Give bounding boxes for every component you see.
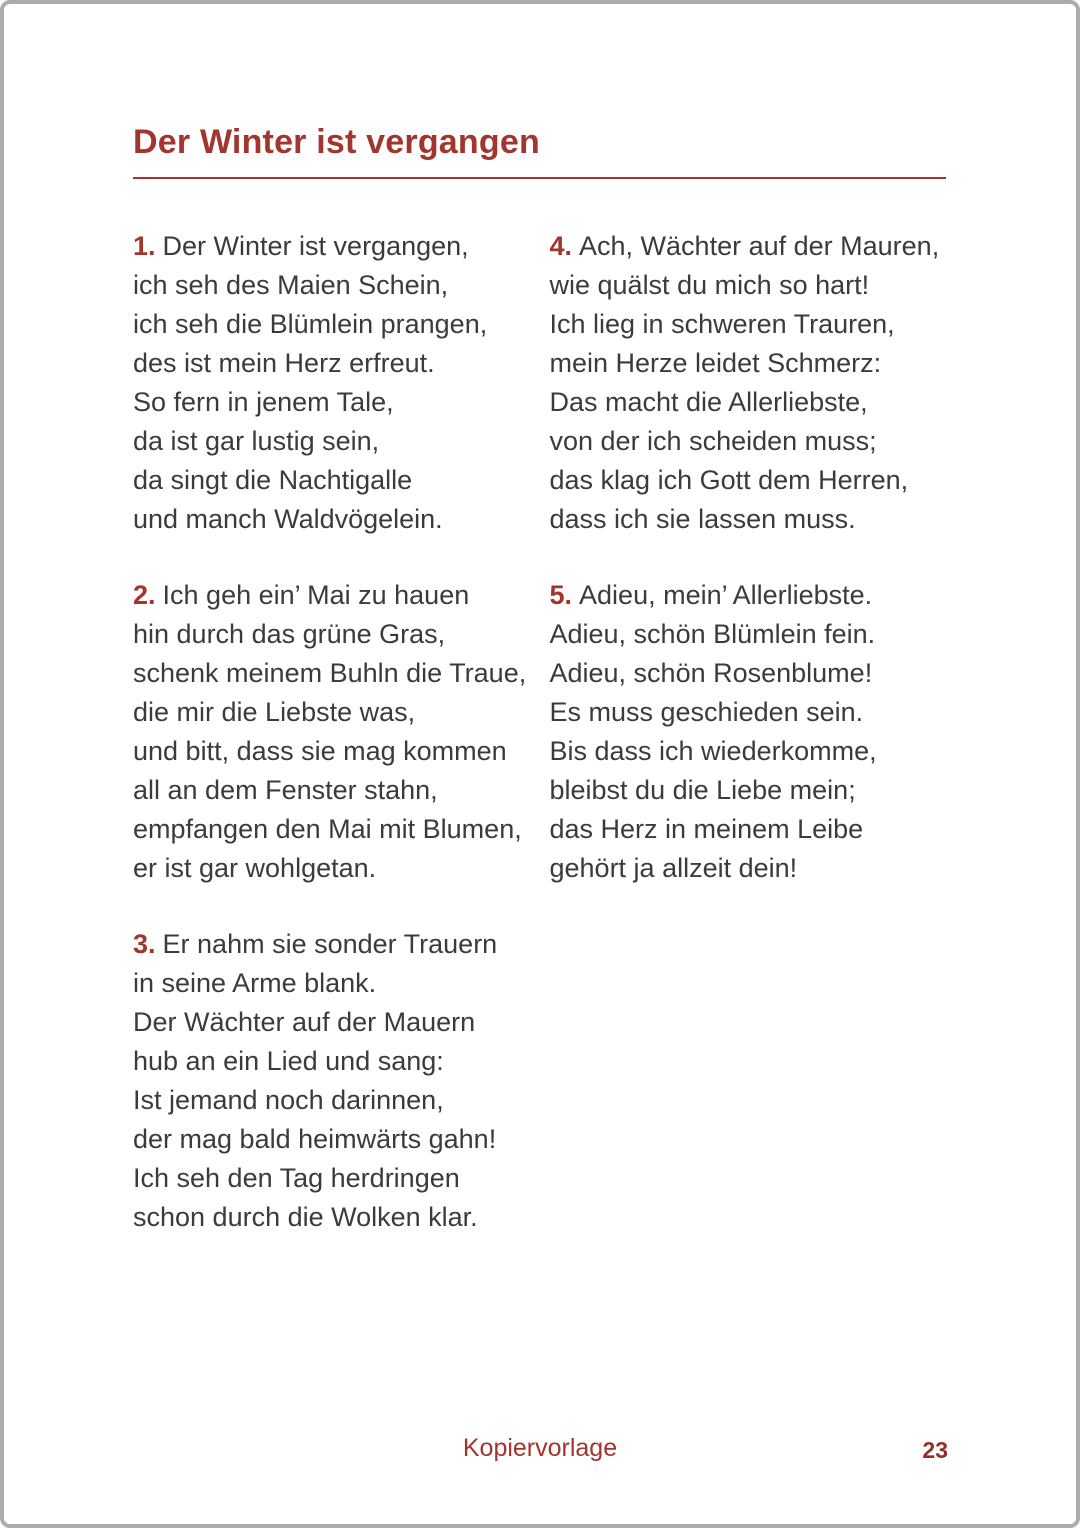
poem-line: er ist gar wohlgetan. bbox=[133, 852, 377, 883]
footer bbox=[4, 1434, 1076, 1468]
poem-line: hub an ein Lied und sang: bbox=[133, 1045, 444, 1076]
poem-line: bleibst du die Liebe mein; bbox=[549, 774, 856, 805]
poem-line: des ist mein Herz erfreut. bbox=[133, 347, 435, 378]
poem-column-right bbox=[550, 227, 947, 1274]
page-title: Der Winter ist vergangen bbox=[133, 123, 540, 161]
stanza bbox=[133, 925, 530, 1237]
stanza-number: 1. bbox=[133, 230, 156, 261]
poem-line: von der ich scheiden muss; bbox=[549, 425, 877, 456]
poem-line: 5. Adieu, mein’ Allerliebste. bbox=[549, 579, 873, 610]
poem-line: gehört ja allzeit dein! bbox=[549, 852, 798, 883]
poem-line: der mag bald heimwärts gahn! bbox=[133, 1123, 497, 1154]
poem-column-left bbox=[133, 227, 530, 1274]
poem-line: Ich lieg in schweren Trauren, bbox=[549, 308, 895, 339]
poem-line: Das macht die Allerliebste, bbox=[549, 386, 868, 417]
stanza-number: 5. bbox=[549, 579, 573, 610]
poem bbox=[133, 227, 946, 1274]
poem-line: Ich seh den Tag herdringen bbox=[133, 1162, 460, 1193]
stanza bbox=[550, 227, 947, 539]
poem-line: das Herz in meinem Leibe bbox=[549, 813, 864, 844]
poem-line: ich seh die Blümlein prangen, bbox=[133, 308, 488, 339]
footer-label: Kopiervorlage bbox=[462, 1434, 618, 1462]
poem-line: und bitt, dass sie mag kommen bbox=[133, 735, 507, 766]
poem-line: schenk meinem Buhln die Traue, bbox=[133, 657, 527, 688]
poem-line: Der Wächter auf der Mauern bbox=[133, 1006, 476, 1037]
poem-line: die mir die Liebste was, bbox=[133, 696, 416, 727]
poem-line: Ist jemand noch darinnen, bbox=[133, 1084, 444, 1115]
poem-line: da ist gar lustig sein, bbox=[133, 425, 380, 456]
poem-line: in seine Arme blank. bbox=[133, 967, 377, 998]
poem-line: das klag ich Gott dem Herren, bbox=[549, 464, 909, 495]
poem-line: empfangen den Mai mit Blumen, bbox=[133, 813, 522, 844]
stanza-number: 2. bbox=[133, 579, 156, 610]
stanza-number: 4. bbox=[549, 230, 573, 261]
poem-line: hin durch das grüne Gras, bbox=[133, 618, 446, 649]
title-rule bbox=[133, 177, 946, 179]
stanza-number: 3. bbox=[133, 928, 156, 959]
page-number: 23 bbox=[922, 1437, 948, 1463]
poem-line: schon durch die Wolken klar. bbox=[133, 1201, 478, 1232]
poem-line: 3. Er nahm sie sonder Trauern bbox=[133, 928, 498, 959]
poem-line: wie quälst du mich so hart! bbox=[549, 269, 870, 300]
poem-line: mein Herze leidet Schmerz: bbox=[549, 347, 882, 378]
page-content bbox=[4, 4, 1076, 1274]
stanza bbox=[133, 227, 530, 539]
header bbox=[133, 122, 946, 179]
poem-line: 4. Ach, Wächter auf der Mauren, bbox=[549, 230, 940, 261]
poem-line: ich seh des Maien Schein, bbox=[133, 269, 449, 300]
poem-line: Adieu, schön Blümlein fein. bbox=[549, 618, 876, 649]
poem-line: 2. Ich geh ein’ Mai zu hauen bbox=[133, 579, 470, 610]
poem-line: Bis dass ich wiederkomme, bbox=[549, 735, 877, 766]
poem-line: Es muss geschieden sein. bbox=[549, 696, 864, 727]
stanza bbox=[550, 576, 947, 888]
poem-line: So fern in jenem Tale, bbox=[133, 386, 394, 417]
poem-line: Adieu, schön Rosenblume! bbox=[549, 657, 873, 688]
poem-line: da singt die Nachtigalle bbox=[133, 464, 413, 495]
poem-line: 1. Der Winter ist vergangen, bbox=[133, 230, 469, 261]
poem-line: dass ich sie lassen muss. bbox=[549, 503, 856, 534]
poem-line: all an dem Fenster stahn, bbox=[133, 774, 438, 805]
poem-line: und manch Waldvögelein. bbox=[133, 503, 443, 534]
stanza bbox=[133, 576, 530, 888]
